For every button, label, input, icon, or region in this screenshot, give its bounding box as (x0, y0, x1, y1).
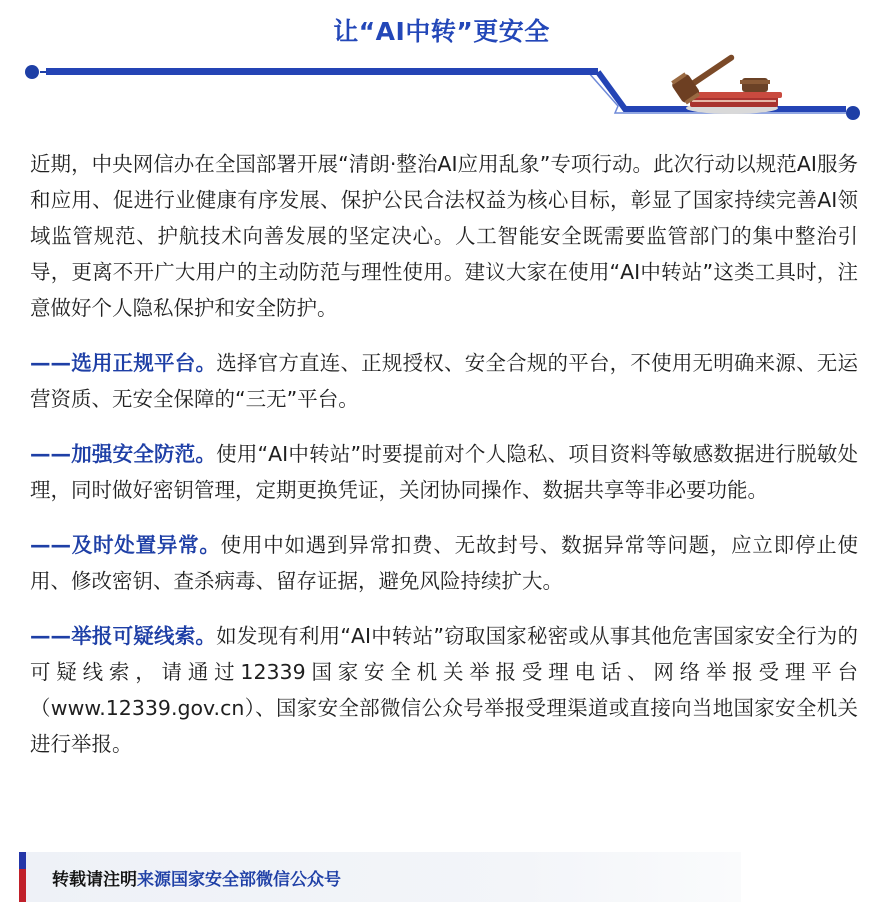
intro-paragraph: 近期，中央网信办在全国部署开展“清朗·整治AI应用乱象”专项行动。此次行动以规范AI服务和应用、促进行业健康有序发展、保护公民合法权益为核心目标，彰显了国家持续完善AI领域监管规范、护航技术向善发展的坚定决心。人工智能安全既需要监管部门的集中整治引导，更离不开广大用户的主动防范与理性使用。建议大家在使用“AI中转站”这类工具时，注意做好个人隐私保护和安全防护。 (30, 152, 858, 320)
gavel-icon (668, 50, 790, 118)
point-text: 如发现有利用“AI中转站”窃取国家秘密或从事其他危害国家安全行为的可疑线索，请通过12339国家安全机关举报受理电话、网络举报受理平台（www.12339.gov.cn）、国家安全部微信公众号举报受理渠道或直接向当地国家安全机关进行举报。 (30, 624, 859, 756)
point-text: 使用“AI中转站”时要提前对个人隐私、项目资料等敏感数据进行脱敏处理，同时做好密钥管理，定期更换凭证，关闭协同操作、数据共享等非必要功能。 (30, 442, 859, 502)
source-note (52, 865, 341, 890)
point-heading: ——及时处置异常。 (30, 533, 221, 557)
article-body (30, 146, 858, 781)
source-note-prefix: 转载请注明 (52, 870, 137, 890)
point-heading: ——举报可疑线索。 (30, 624, 217, 648)
point-text: 选择官方直连、正规授权、安全合规的平台，不使用无明确来源、无运营资质、无安全保障的“三无”平台。 (30, 351, 859, 411)
point-paragraph-anomaly (30, 527, 858, 599)
point-heading: ——选用正规平台。 (30, 351, 217, 375)
source-note-banner (19, 852, 741, 902)
point-text: 使用中如遇到异常扣费、无故封号、数据异常等问题，应立即停止使用、修改密钥、查杀病毒、留存证据，避免风险持续扩大。 (30, 533, 859, 593)
point-paragraph-report (30, 618, 858, 762)
source-note-source: 来源国家安全部微信公众号 (137, 870, 341, 890)
page-title: 让“AI中转”更安全 (333, 17, 550, 46)
point-paragraph-platform (30, 345, 858, 417)
banner-accent-bar (19, 852, 26, 902)
point-heading: ——加强安全防范。 (30, 442, 217, 466)
point-paragraph-protection (30, 436, 858, 508)
